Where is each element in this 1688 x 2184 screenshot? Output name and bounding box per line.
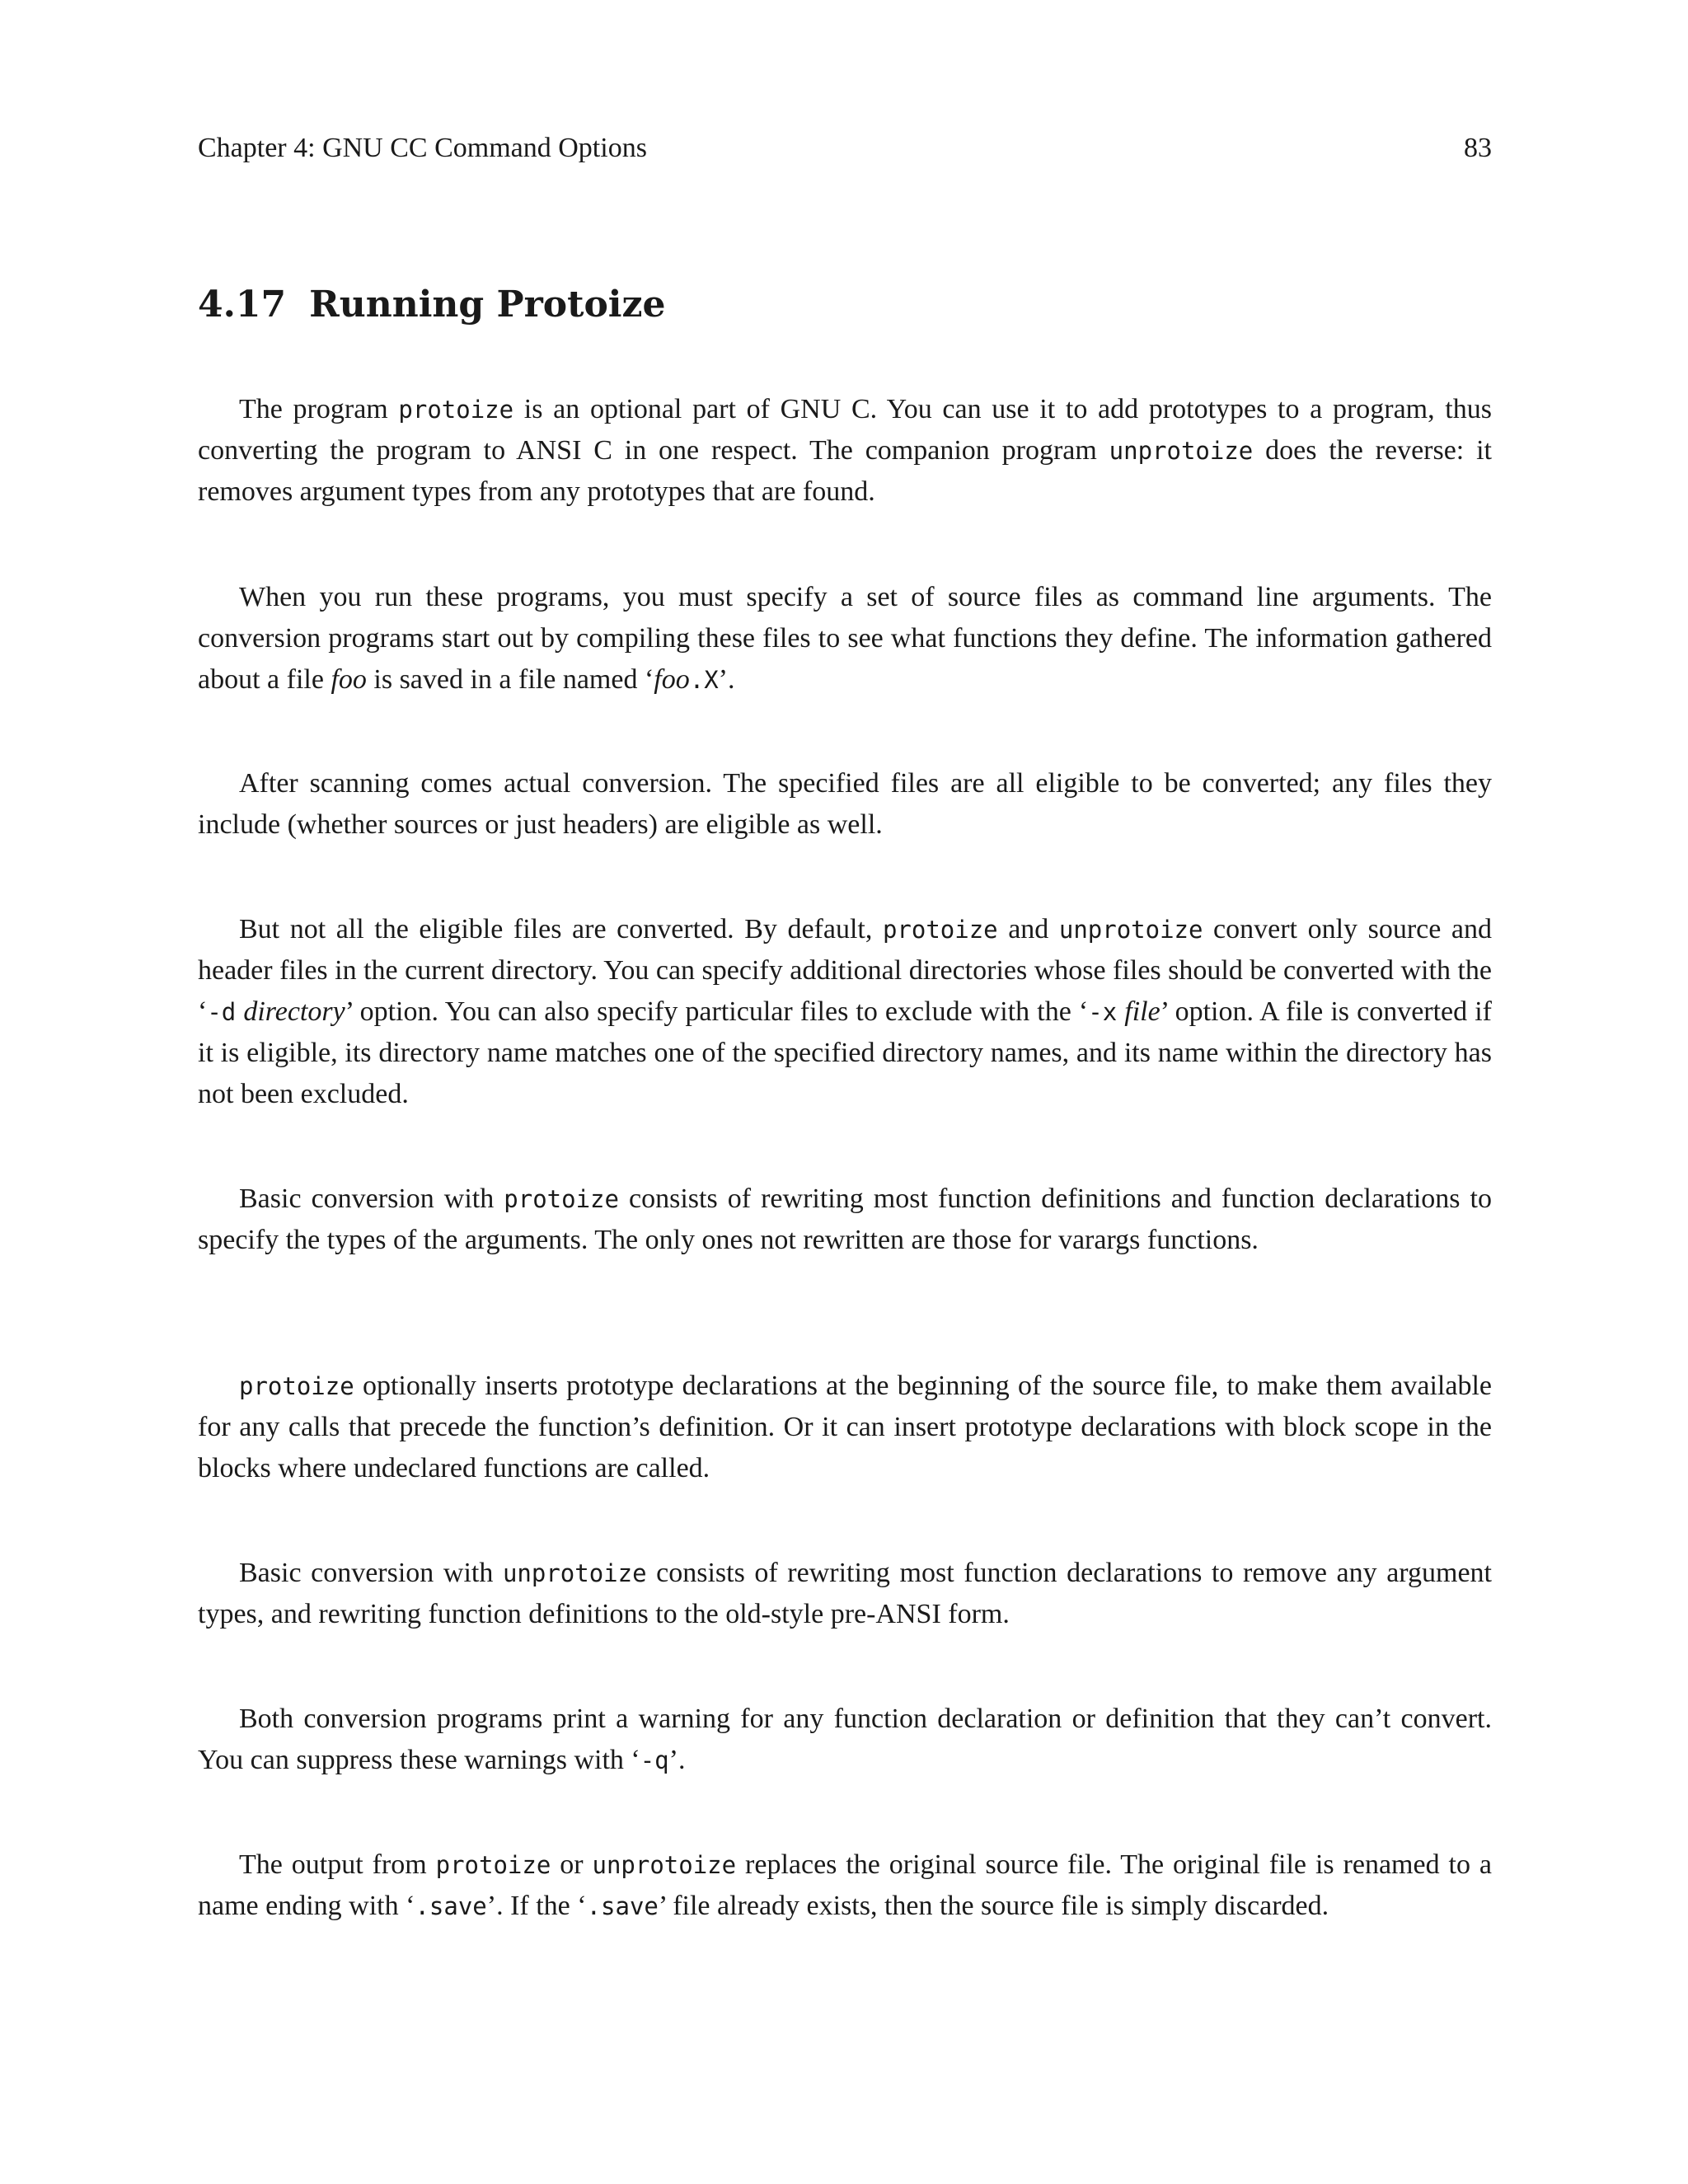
code-save-extension: .save — [586, 1892, 659, 1920]
text-run: The program — [239, 394, 399, 424]
text-run: consists of rewriting most function declarations to remove any argument types, and rewriting function definitions to the old-style pre-ANSI form. — [198, 1558, 1492, 1629]
italic-foo: foo — [331, 664, 367, 695]
text-run: Basic conversion with — [239, 1183, 504, 1214]
text-run: is saved in a file named ‘ — [366, 664, 654, 695]
section-number: 4.17 — [198, 284, 287, 326]
chapter-title: Chapter 4: GNU CC Command Options — [198, 133, 647, 163]
paragraph-scanning — [198, 763, 1492, 846]
code-option-d: -d — [207, 998, 237, 1026]
italic-file: file — [1117, 996, 1160, 1027]
text-run: After scanning comes actual conversion. The specified files are all eligible to be converted; any files they include (whether sources or just headers) are eligible as well. — [198, 768, 1492, 840]
code-option-q: -q — [640, 1746, 669, 1774]
code-unprotoize: unprotoize — [502, 1559, 647, 1587]
text-run: replaces the original source file. The original file is renamed to a name ending with ‘ — [198, 1849, 1492, 1921]
code-protoize: protoize — [504, 1185, 619, 1213]
paragraph-prototype-declarations — [198, 1366, 1492, 1489]
text-run: Basic conversion with — [239, 1558, 503, 1588]
running-header — [198, 128, 1492, 169]
text-run: is an optional part of GNU C. You can use it to add prototypes to a program, thus converting the program to ANSI C in one respect. The companion program — [198, 394, 1492, 466]
italic-directory: directory — [236, 996, 345, 1027]
code-unprotoize: unprotoize — [1109, 437, 1254, 465]
text-run: ’ option. A file is converted if it is eligible, its directory name matches one of the specified directory names, and its name within the directory has not been excluded. — [198, 996, 1492, 1109]
code-protoize: protoize — [882, 916, 998, 944]
text-run: ’. If the ‘ — [486, 1891, 587, 1921]
code-protoize: protoize — [435, 1851, 551, 1879]
code-unprotoize: unprotoize — [592, 1851, 737, 1879]
text-run: When you run these programs, you must specify a set of source files as command line arguments. The conversion programs start out by compiling these files to see what functions they define. The information gathered about a file — [198, 582, 1492, 695]
text-run: ’ option. You can also specify particular files to exclude with the ‘ — [345, 996, 1089, 1027]
text-run: ’ file already exists, then the source file is simply discarded. — [658, 1891, 1329, 1921]
text-run: optionally inserts prototype declarations at the beginning of the source file, to make them available for any calls that precede the function’s definition. Or it can insert prototype declarations with block scope in the blocks where undeclared functions are called. — [198, 1371, 1492, 1483]
section-heading — [198, 280, 665, 330]
text-run: Both conversion programs print a warning for any function declaration or definition that they can’t convert. You can suppress these warnings with ‘ — [198, 1704, 1492, 1775]
page-number: 83 — [1464, 133, 1492, 163]
text-run: consists of rewriting most function definitions and function declarations to specify the types of the arguments. The only ones not rewritten are those for varargs functions. — [198, 1183, 1492, 1255]
text-run: ’. — [668, 1745, 686, 1775]
code-unprotoize: unprotoize — [1058, 916, 1203, 944]
text-run: ’. — [718, 664, 735, 695]
text-run: The output from — [239, 1849, 436, 1880]
paragraph-basic-protoize — [198, 1179, 1492, 1261]
code-extension: .X — [689, 666, 719, 694]
paragraph-eligible-files — [198, 909, 1492, 1115]
text-run: But not all the eligible files are converted. By default, — [239, 914, 883, 944]
code-protoize: protoize — [239, 1372, 354, 1400]
text-run: or — [551, 1849, 593, 1880]
text-run: does the reverse: it removes argument types from any prototypes that are found. — [198, 435, 1492, 507]
code-option-x: -x — [1088, 998, 1118, 1026]
text-run: and — [997, 914, 1059, 944]
section-title: Running Protoize — [309, 284, 666, 326]
paragraph-warnings — [198, 1699, 1492, 1781]
text-run: convert only source and header files in the current directory. You can specify additional directories whose files should be converted with the ‘ — [198, 914, 1492, 1027]
paragraph-running — [198, 577, 1492, 701]
paragraph-intro — [198, 389, 1492, 513]
code-protoize: protoize — [398, 396, 514, 424]
paragraph-basic-unprotoize — [198, 1553, 1492, 1635]
paragraph-output — [198, 1844, 1492, 1927]
code-save-extension: .save — [415, 1892, 487, 1920]
italic-foo-filename: foo — [654, 664, 690, 695]
